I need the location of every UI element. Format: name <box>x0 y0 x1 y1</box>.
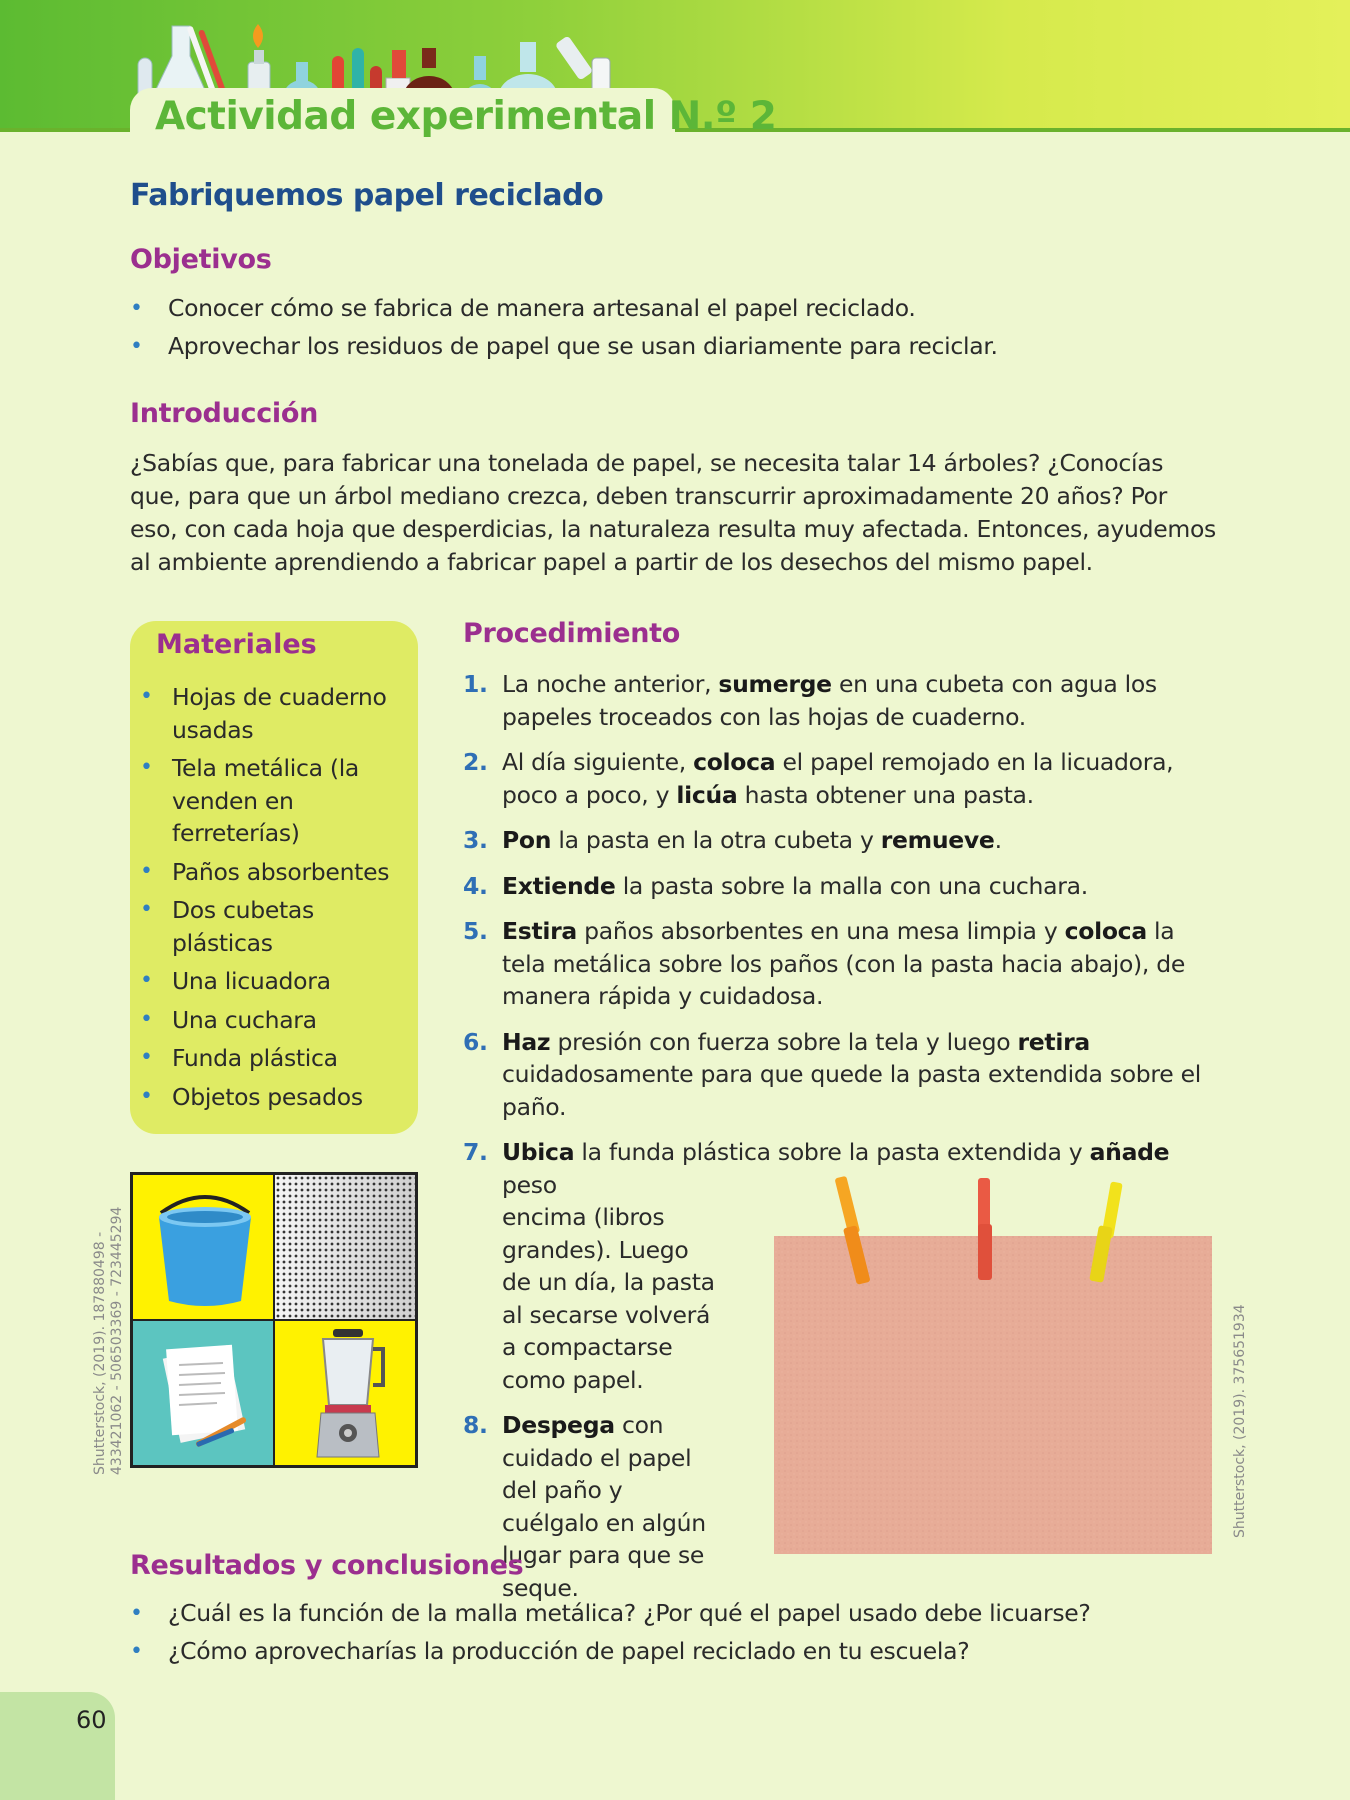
clothespin-red-icon <box>978 1178 992 1280</box>
step-number: 4. <box>463 871 488 900</box>
step-number: 6. <box>463 1027 488 1056</box>
materials-heading: Materiales <box>156 629 317 660</box>
material-item: • Hojas de cuaderno usadas <box>140 681 410 746</box>
objective-item: • Conocer cómo se fabrica de manera artesanal el papel reciclado. <box>130 292 1230 325</box>
paper-sheets-icon <box>133 1321 274 1466</box>
objectives-heading: Objetivos <box>130 244 272 275</box>
material-item: • Objetos pesados <box>140 1081 410 1114</box>
blender-cell <box>274 1320 416 1466</box>
step-number: 7. <box>463 1138 488 1166</box>
material-item: • Una cuchara <box>140 1004 410 1037</box>
step-number: 2. <box>463 748 488 776</box>
material-item: • Tela metálica (la venden en ferreterías) <box>140 752 410 850</box>
material-item: • Dos cubetas plásticas <box>140 894 410 959</box>
results-heading: Resultados y conclusiones <box>130 1550 524 1581</box>
material-item: • Paños absorbentes <box>140 856 410 889</box>
results-item: • ¿Cómo aprovecharías la producción de papel reciclado en tu escuela? <box>130 1635 1230 1668</box>
activity-title: Actividad experimental N.º 2 <box>155 94 777 139</box>
materials-box <box>130 621 418 1134</box>
introduction-text: ¿Sabías que, para fabricar una tonelada de papel, se necesita talar 14 árboles? ¿Conocías que, para que un árbol mediano crezca, deben transcurrir aproximadamente 20 años? Por eso, con cada hoja que desperdicias, la naturaleza resulta muy afectada. Entonces, ayudemos al ambiente aprendiendo a fabricar papel a partir de los desechos del mismo papel. <box>130 449 1217 576</box>
step-number: 3. <box>463 826 488 854</box>
step-continuation: encima (libros grandes). Luego de un día, la pasta al secarse volverá a compactarse como papel. <box>502 1203 715 1394</box>
results-item: • ¿Cuál es la función de la malla metálica? ¿Por qué el papel usado debe licuarse? <box>130 1597 1230 1630</box>
introduction-heading: Introducción <box>130 398 319 429</box>
objective-item: • Aprovechar los residuos de papel que se usan diariamente para reciclar. <box>130 330 1230 363</box>
paper-sheets-cell <box>132 1320 274 1466</box>
material-item: • Una licuadora <box>140 965 410 998</box>
procedure-step-4: 4. Extiende la pasta sobre la malla con una cuchara. <box>463 870 1223 903</box>
metal-mesh-cell <box>274 1174 416 1320</box>
procedure-step-1: 1. La noche anterior, sumerge en una cubeta con agua los papeles troceados con las hojas de cuaderno. <box>463 670 1157 731</box>
procedure-step-2: 2. Al día siguiente, coloca el papel remojado en la licuadora, poco a poco, y licúa hasta obtener una pasta. <box>463 748 1174 809</box>
procedure-heading: Procedimiento <box>463 618 681 649</box>
paper-image-credit: Shutterstock, (2019). 375651934 <box>1232 1304 1248 1538</box>
step-number: 5. <box>463 917 488 945</box>
material-item: • Funda plástica <box>140 1042 410 1075</box>
bucket-cell <box>132 1174 274 1320</box>
step-number: 8. <box>463 1411 488 1439</box>
blender-icon <box>275 1321 416 1466</box>
procedure-step-8: 8. Despega con cuidado el papel del paño y cuélgalo en algún lugar para que se seque. <box>463 1411 706 1602</box>
procedure-step-6: 6. Haz presión con fuerza sobre la tela y luego retira cuidadosamente para que quede la pasta extendida sobre el paño. <box>463 1027 1201 1121</box>
procedure-step-5: 5. Estira paños absorbentes en una mesa limpia y coloca la tela metálica sobre los paños (con la pasta hacia abajo), de manera rápida y cuidadosa. <box>463 917 1186 1010</box>
materials-image-grid <box>130 1172 418 1468</box>
objectives-list <box>130 292 1230 368</box>
materials-image-credit: Shutterstock, (2019). 187880498 - 433421062 - 506503369 - 723445294 <box>92 1206 125 1475</box>
page-title: Fabriquemos papel reciclado <box>130 178 604 213</box>
page-number: 60 <box>76 1706 107 1734</box>
recycled-paper-photo <box>772 1176 1214 1556</box>
step-number: 1. <box>463 670 488 698</box>
procedure-step-3: 3. Pon la pasta en la otra cubeta y remueve. <box>463 824 1223 857</box>
bucket-icon <box>133 1175 274 1320</box>
materials-list <box>140 681 410 1119</box>
procedure-step-7: 7. Ubica la funda plástica sobre la pasta extendida y añade peso encima (libros grandes). Luego de un día, la pasta al secarse volverá a compactarse como papel. <box>463 1136 1223 1396</box>
results-list <box>130 1597 1230 1673</box>
